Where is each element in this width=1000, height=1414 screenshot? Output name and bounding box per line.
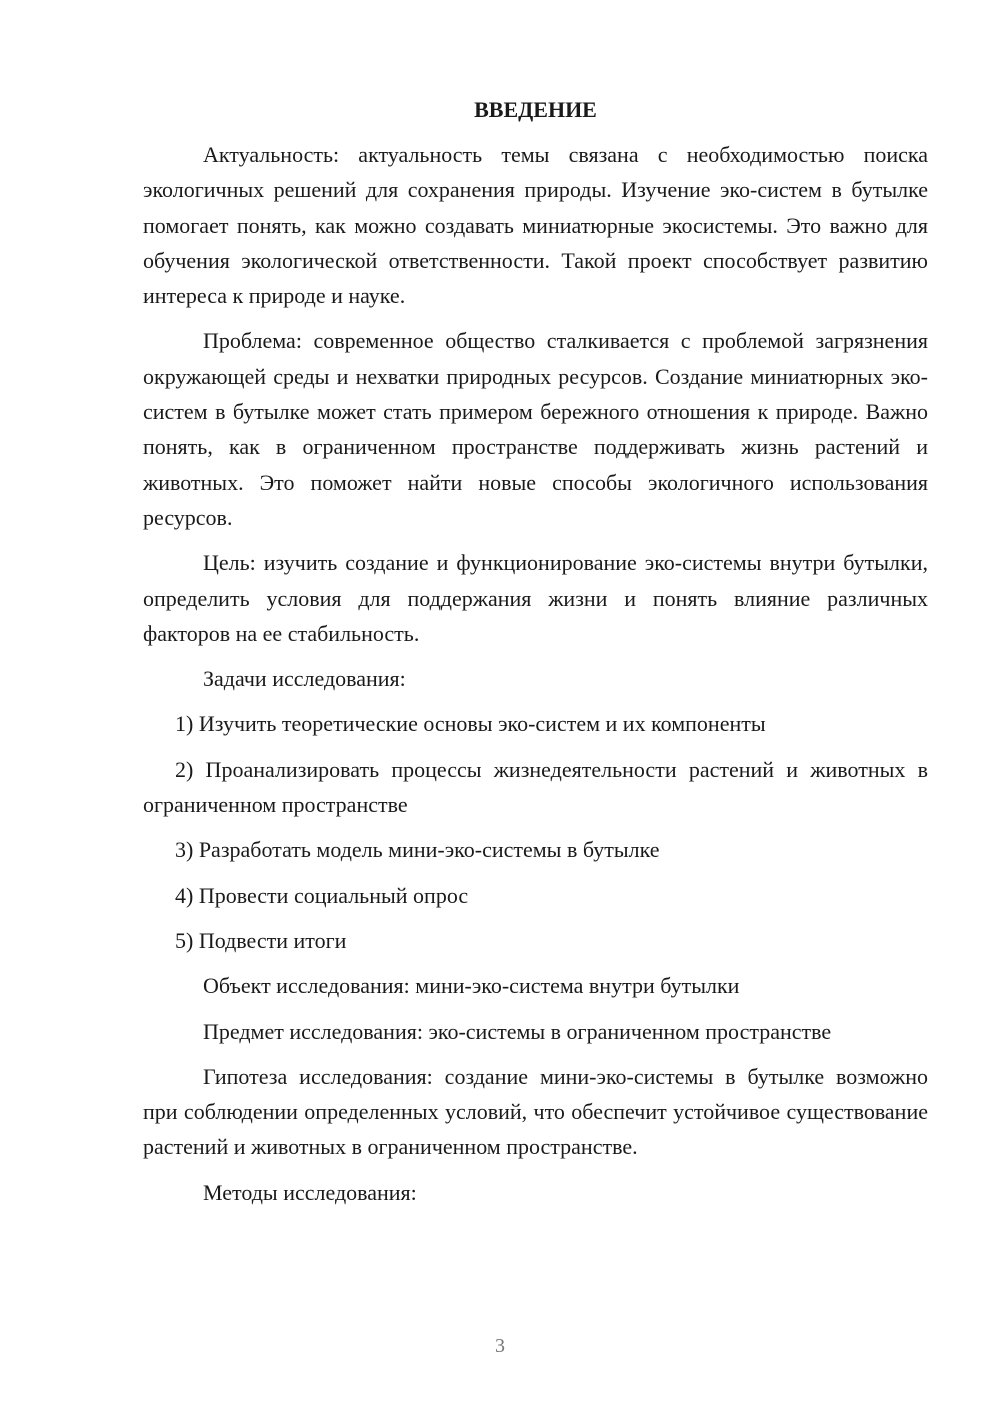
task-list [143, 706, 928, 958]
paragraph-relevance: Актуальность: актуальность темы связана с необходимостью поиска экологичных решений для сохранения природы. Изучение эко-систем в бутылке помогает понять, как можно создавать миниатюрные экосистемы. Это важно для обучения экологической ответственности. Такой проект способствует развитию интереса к природе и науке. [143, 142, 928, 309]
paragraph-subject: Предмет исследования: эко-системы в ограниченном пространстве [203, 1018, 832, 1044]
paragraph-object: Объект исследования: мини-эко-система внутри бутылки [203, 973, 740, 999]
page-number: 3 [495, 1335, 505, 1357]
paragraph-goal: Цель: изучить создание и функционирование эко-системы внутри бутылки, определить условия для поддержания жизни и понять влияние различных факторов на ее стабильность. [143, 550, 928, 646]
task-item-5: 5) Подвести итоги [175, 927, 347, 953]
task-item-1: 1) Изучить теоретические основы эко-систем и их компоненты [175, 711, 766, 737]
paragraph-tasks-heading: Задачи исследования: [203, 666, 406, 692]
paragraph-methods-heading: Методы исследования: [203, 1179, 417, 1205]
section-title: ВВЕДЕНИЕ [474, 97, 597, 122]
paragraph-hypothesis: Гипотеза исследования: создание мини-эко-системы в бутылке возможно при соблюдении определенных условий, что обеспечит устойчивое существование растений и животных в ограниченном пространстве. [143, 1063, 928, 1160]
task-item-2: 2) Проанализировать процессы жизнедеятельности растений и животных в ограниченном пространстве [143, 756, 928, 818]
paragraph-problem: Проблема: современное общество сталкивается с проблемой загрязнения окружающей среды и нехватки природных ресурсов. Создание миниатюрных эко-систем в бутылке может стать примером бережного отношения к природе. Важно понять, как в ограниченном пространстве поддерживать жизнь растений и животных. Это поможет найти новые способы экологичного использования ресурсов. [143, 328, 928, 530]
document-page [143, 92, 928, 1210]
task-item-3: 3) Разработать модель мини-эко-системы в бутылке [175, 837, 660, 863]
task-item-4: 4) Провести социальный опрос [175, 882, 469, 908]
